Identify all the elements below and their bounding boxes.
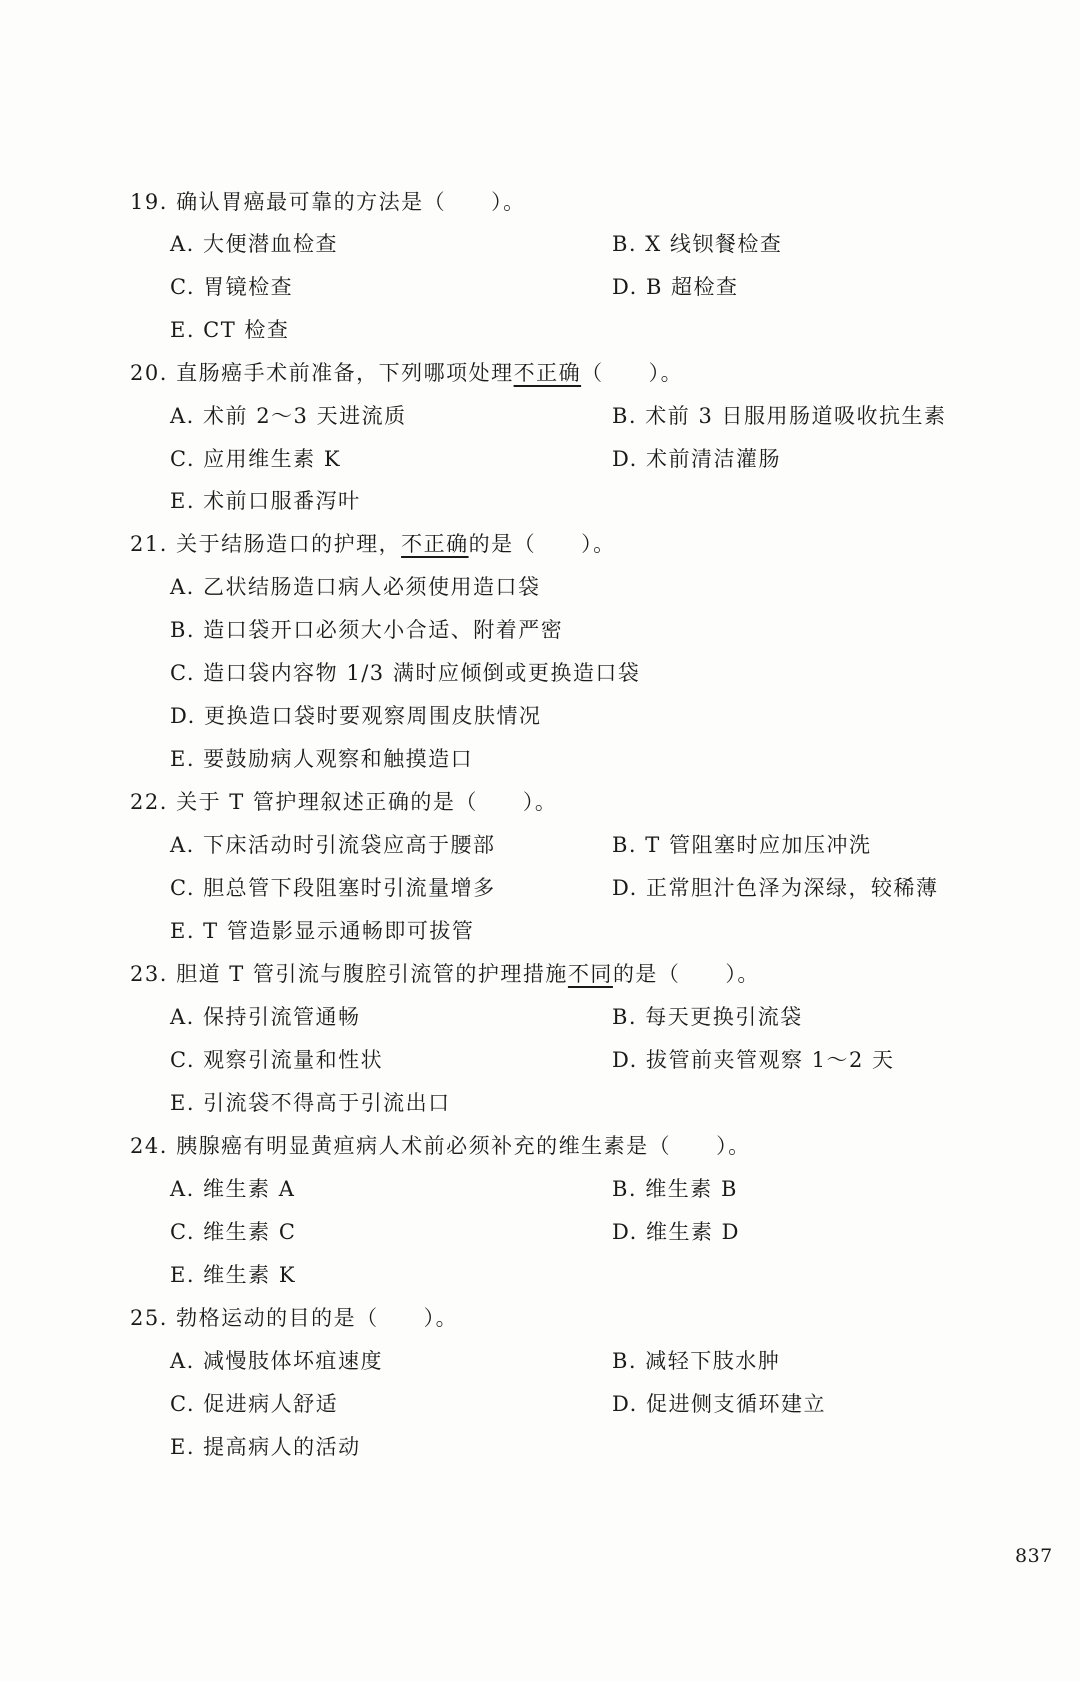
question-23-option-e: E. 引流袋不得高于引流出口 bbox=[170, 1091, 451, 1115]
question-21-stem: 21. 关于结肠造口的护理，不正确的是（ ）。 bbox=[130, 532, 616, 556]
page-number: 837 bbox=[1015, 1545, 1053, 1567]
question-25-option-b: B. 减轻下肢水肿 bbox=[612, 1349, 781, 1373]
question-19-option-d: D. B 超检查 bbox=[612, 275, 739, 299]
question-20-option-c: C. 应用维生素 K bbox=[170, 447, 342, 471]
question-22-stem: 22. 关于 T 管护理叙述正确的是（ ）。 bbox=[130, 790, 558, 814]
question-21-option-b: B. 造口袋开口必须大小合适、附着严密 bbox=[170, 618, 564, 642]
question-22-option-e: E. T 管造影显示通畅即可拔管 bbox=[170, 919, 475, 943]
question-20-option-a: A. 术前 2～3 天进流质 bbox=[170, 404, 407, 428]
question-24-stem: 24. 胰腺癌有明显黄疸病人术前必须补充的维生素是（ ）。 bbox=[130, 1134, 751, 1158]
question-23-stem: 23. 胆道 T 管引流与腹腔引流管的护理措施不同的是（ ）。 bbox=[130, 962, 760, 986]
question-23-option-c: C. 观察引流量和性状 bbox=[170, 1048, 384, 1072]
question-22-option-a: A. 下床活动时引流袋应高于腰部 bbox=[170, 833, 496, 857]
question-25-option-c: C. 促进病人舒适 bbox=[170, 1392, 339, 1416]
question-21-option-a: A. 乙状结肠造口病人必须使用造口袋 bbox=[170, 575, 541, 599]
question-25-option-d: D. 促进侧支循环建立 bbox=[612, 1392, 826, 1416]
question-19-option-c: C. 胃镜检查 bbox=[170, 275, 294, 299]
question-21-option-e: E. 要鼓励病人观察和触摸造口 bbox=[170, 747, 474, 771]
question-24-option-a: A. 维生素 A bbox=[170, 1177, 296, 1201]
question-25-stem: 25. 勃格运动的目的是（ ）。 bbox=[130, 1306, 459, 1330]
question-23-option-b: B. 每天更换引流袋 bbox=[612, 1005, 803, 1029]
question-25-option-e: E. 提高病人的活动 bbox=[170, 1435, 361, 1459]
question-24-option-c: C. 维生素 C bbox=[170, 1220, 297, 1244]
question-23-option-a: A. 保持引流管通畅 bbox=[170, 1005, 361, 1029]
question-21-option-c: C. 造口袋内容物 1/3 满时应倾倒或更换造口袋 bbox=[170, 661, 641, 685]
question-19-stem: 19. 确认胃癌最可靠的方法是（ ）。 bbox=[130, 190, 526, 214]
question-19-option-b: B. X 线钡餐检查 bbox=[612, 232, 783, 256]
question-19-option-a: A. 大便潜血检查 bbox=[170, 232, 339, 256]
question-21-option-d: D. 更换造口袋时要观察周围皮肤情况 bbox=[170, 704, 542, 728]
question-22-option-d: D. 正常胆汁色泽为深绿，较稀薄 bbox=[612, 876, 939, 900]
question-24-option-e: E. 维生素 K bbox=[170, 1263, 297, 1287]
question-20-option-b: B. 术前 3 日服用肠道吸收抗生素 bbox=[612, 404, 947, 428]
question-24-option-d: D. 维生素 D bbox=[612, 1220, 740, 1244]
question-22-option-c: C. 胆总管下段阻塞时引流量增多 bbox=[170, 876, 496, 900]
question-20-option-d: D. 术前清洁灌肠 bbox=[612, 447, 781, 471]
question-19-option-e: E. CT 检查 bbox=[170, 318, 290, 342]
question-25-option-a: A. 减慢肢体坏疽速度 bbox=[170, 1349, 384, 1373]
question-20-stem: 20. 直肠癌手术前准备，下列哪项处理不正确（ ）。 bbox=[130, 361, 684, 385]
question-23-option-d: D. 拔管前夹管观察 1～2 天 bbox=[612, 1048, 895, 1072]
question-20-option-e: E. 术前口服番泻叶 bbox=[170, 489, 361, 513]
question-22-option-b: B. T 管阻塞时应加压冲洗 bbox=[612, 833, 872, 857]
question-24-option-b: B. 维生素 B bbox=[612, 1177, 738, 1201]
